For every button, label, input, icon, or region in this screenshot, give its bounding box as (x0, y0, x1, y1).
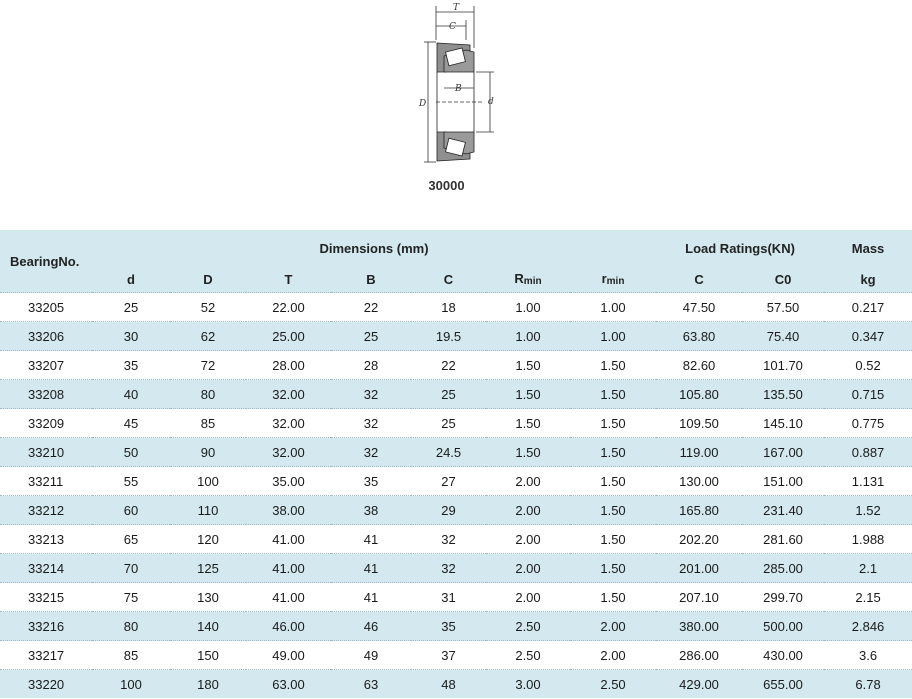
cell-Rmin: 2.00 (486, 467, 570, 496)
cell-bearing-no: 33207 (0, 351, 92, 380)
header-load-ratings: Load Ratings(KN) (656, 230, 824, 266)
cell-mass: 0.217 (824, 293, 912, 322)
cell-C0: 57.50 (742, 293, 824, 322)
cell-T: 32.00 (246, 438, 331, 467)
cell-mass: 2.15 (824, 583, 912, 612)
cell-C: 18 (411, 293, 486, 322)
cell-B: 38 (331, 496, 411, 525)
cell-C: 25 (411, 409, 486, 438)
cell-B: 32 (331, 409, 411, 438)
cell-bearing-no: 33208 (0, 380, 92, 409)
cell-D: 140 (170, 612, 246, 641)
cell-B: 41 (331, 554, 411, 583)
cell-D: 80 (170, 380, 246, 409)
cell-B: 25 (331, 322, 411, 351)
bearing-lower-section (437, 132, 474, 161)
cell-Rmin: 2.00 (486, 583, 570, 612)
cell-C: 35 (411, 612, 486, 641)
cell-Rmin: 3.00 (486, 670, 570, 699)
cell-Rmin: 1.00 (486, 322, 570, 351)
table-row (0, 525, 912, 554)
cell-C0: 101.70 (742, 351, 824, 380)
cell-T: 38.00 (246, 496, 331, 525)
cell-D: 150 (170, 641, 246, 670)
cell-d: 60 (92, 496, 170, 525)
header-col-C: C (411, 266, 486, 293)
cell-D: 180 (170, 670, 246, 699)
cell-Cr: 207.10 (656, 583, 742, 612)
cell-rmin: 1.50 (570, 438, 656, 467)
cell-C0: 135.50 (742, 380, 824, 409)
cell-d: 45 (92, 409, 170, 438)
cell-Cr: 105.80 (656, 380, 742, 409)
header-col-d: d (92, 266, 170, 293)
label-T: T (453, 3, 460, 13)
cell-Rmin: 2.50 (486, 641, 570, 670)
cell-rmin: 2.50 (570, 670, 656, 699)
table-row (0, 351, 912, 380)
cell-d: 55 (92, 467, 170, 496)
cell-C0: 231.40 (742, 496, 824, 525)
cell-Cr: 109.50 (656, 409, 742, 438)
cell-C: 48 (411, 670, 486, 699)
header-col-Cr: C (656, 266, 742, 293)
cell-Cr: 286.00 (656, 641, 742, 670)
cell-T: 25.00 (246, 322, 331, 351)
cell-C: 22 (411, 351, 486, 380)
cell-C0: 430.00 (742, 641, 824, 670)
cell-D: 85 (170, 409, 246, 438)
cell-C0: 151.00 (742, 467, 824, 496)
cell-D: 72 (170, 351, 246, 380)
table-row (0, 293, 912, 322)
cell-mass: 1.52 (824, 496, 912, 525)
cell-T: 41.00 (246, 583, 331, 612)
cell-bearing-no: 33205 (0, 293, 92, 322)
table-row (0, 409, 912, 438)
cell-d: 85 (92, 641, 170, 670)
cell-d: 80 (92, 612, 170, 641)
cell-B: 32 (331, 438, 411, 467)
cell-D: 130 (170, 583, 246, 612)
cell-Cr: 165.80 (656, 496, 742, 525)
cell-T: 41.00 (246, 554, 331, 583)
cell-C0: 75.40 (742, 322, 824, 351)
cell-T: 32.00 (246, 409, 331, 438)
cell-D: 110 (170, 496, 246, 525)
table-row (0, 438, 912, 467)
cell-mass: 0.52 (824, 351, 912, 380)
cell-rmin: 1.50 (570, 525, 656, 554)
cell-rmin: 2.00 (570, 641, 656, 670)
header-col-mass-unit: kg (824, 266, 912, 293)
cell-C: 24.5 (411, 438, 486, 467)
table-row (0, 641, 912, 670)
cell-T: 32.00 (246, 380, 331, 409)
cell-T: 41.00 (246, 525, 331, 554)
cell-Cr: 380.00 (656, 612, 742, 641)
cell-d: 30 (92, 322, 170, 351)
header-col-B: B (331, 266, 411, 293)
cell-mass: 1.131 (824, 467, 912, 496)
cell-T: 63.00 (246, 670, 331, 699)
cell-B: 35 (331, 467, 411, 496)
cell-mass: 2.1 (824, 554, 912, 583)
table-row (0, 380, 912, 409)
cell-C: 32 (411, 554, 486, 583)
cell-rmin: 1.50 (570, 554, 656, 583)
cell-bearing-no: 33216 (0, 612, 92, 641)
label-B: B (455, 84, 462, 94)
cell-Cr: 63.80 (656, 322, 742, 351)
cell-bearing-no: 33211 (0, 467, 92, 496)
cell-Rmin: 1.50 (486, 380, 570, 409)
bearing-diagram (0, 0, 912, 230)
table-row (0, 583, 912, 612)
cell-C: 29 (411, 496, 486, 525)
cell-bearing-no: 33215 (0, 583, 92, 612)
cell-mass: 6.78 (824, 670, 912, 699)
header-col-T: T (246, 266, 331, 293)
cell-rmin: 1.50 (570, 409, 656, 438)
cell-bearing-no: 33210 (0, 438, 92, 467)
cell-C: 25 (411, 380, 486, 409)
bearing-spec-table (0, 230, 912, 698)
cell-bearing-no: 33220 (0, 670, 92, 699)
header-col-rmin-base: r (601, 271, 607, 286)
cell-mass: 2.846 (824, 612, 912, 641)
header-col-Rmin-sub: min (523, 276, 542, 287)
cell-C0: 299.70 (742, 583, 824, 612)
cell-Rmin: 1.00 (486, 293, 570, 322)
header-col-C0: C0 (742, 266, 824, 293)
cell-T: 22.00 (246, 293, 331, 322)
table-row (0, 467, 912, 496)
label-C: C (449, 22, 456, 32)
cell-B: 41 (331, 583, 411, 612)
header-dimensions: Dimensions (mm) (92, 230, 656, 266)
cell-Cr: 202.20 (656, 525, 742, 554)
cell-Cr: 47.50 (656, 293, 742, 322)
cell-mass: 0.887 (824, 438, 912, 467)
cell-Rmin: 1.50 (486, 438, 570, 467)
table-row (0, 496, 912, 525)
cell-D: 52 (170, 293, 246, 322)
cell-T: 49.00 (246, 641, 331, 670)
cell-T: 28.00 (246, 351, 331, 380)
cell-C0: 285.00 (742, 554, 824, 583)
table-body (0, 293, 912, 699)
cell-B: 63 (331, 670, 411, 699)
cell-rmin: 1.50 (570, 351, 656, 380)
cell-Cr: 201.00 (656, 554, 742, 583)
cell-C: 32 (411, 525, 486, 554)
header-col-rmin-sub: min (606, 276, 625, 287)
cell-d: 25 (92, 293, 170, 322)
cell-mass: 1.988 (824, 525, 912, 554)
header-col-rmin (570, 266, 656, 293)
cell-C: 19.5 (411, 322, 486, 351)
diagram-caption: 30000 (428, 178, 465, 193)
cell-d: 100 (92, 670, 170, 699)
cell-d: 65 (92, 525, 170, 554)
cell-C0: 145.10 (742, 409, 824, 438)
cell-Rmin: 2.00 (486, 525, 570, 554)
cell-bearing-no: 33214 (0, 554, 92, 583)
cell-rmin: 1.00 (570, 322, 656, 351)
cell-C: 37 (411, 641, 486, 670)
cell-mass: 0.347 (824, 322, 912, 351)
cell-Rmin: 2.00 (486, 554, 570, 583)
cell-d: 40 (92, 380, 170, 409)
cell-B: 49 (331, 641, 411, 670)
cell-T: 46.00 (246, 612, 331, 641)
cell-Cr: 82.60 (656, 351, 742, 380)
cell-T: 35.00 (246, 467, 331, 496)
cell-bearing-no: 33209 (0, 409, 92, 438)
cell-rmin: 1.50 (570, 467, 656, 496)
cell-C0: 167.00 (742, 438, 824, 467)
cell-D: 120 (170, 525, 246, 554)
table-row (0, 612, 912, 641)
table-row (0, 322, 912, 351)
header-bearing-no: BearingNo. (0, 230, 92, 293)
cell-d: 50 (92, 438, 170, 467)
cell-rmin: 1.50 (570, 496, 656, 525)
cell-bearing-no: 33212 (0, 496, 92, 525)
cell-d: 75 (92, 583, 170, 612)
cell-B: 28 (331, 351, 411, 380)
cell-mass: 0.715 (824, 380, 912, 409)
cell-bearing-no: 33213 (0, 525, 92, 554)
cell-Rmin: 2.00 (486, 496, 570, 525)
cell-D: 125 (170, 554, 246, 583)
cell-C0: 655.00 (742, 670, 824, 699)
cell-d: 70 (92, 554, 170, 583)
cell-D: 90 (170, 438, 246, 467)
cell-Cr: 119.00 (656, 438, 742, 467)
bearing-upper-section (437, 43, 474, 72)
cell-rmin: 1.00 (570, 293, 656, 322)
label-d: d (488, 97, 494, 107)
cell-C: 27 (411, 467, 486, 496)
header-col-Rmin (486, 266, 570, 293)
cell-Cr: 429.00 (656, 670, 742, 699)
cell-D: 62 (170, 322, 246, 351)
cell-mass: 0.775 (824, 409, 912, 438)
cell-mass: 3.6 (824, 641, 912, 670)
cell-C0: 500.00 (742, 612, 824, 641)
cell-B: 22 (331, 293, 411, 322)
cell-Rmin: 1.50 (486, 351, 570, 380)
cell-bearing-no: 33206 (0, 322, 92, 351)
cell-Rmin: 1.50 (486, 409, 570, 438)
cell-Rmin: 2.50 (486, 612, 570, 641)
label-D: D (419, 99, 427, 109)
cell-Cr: 130.00 (656, 467, 742, 496)
cell-d: 35 (92, 351, 170, 380)
cell-C: 31 (411, 583, 486, 612)
header-mass: Mass (824, 230, 912, 266)
cell-rmin: 2.00 (570, 612, 656, 641)
cell-D: 100 (170, 467, 246, 496)
table-row (0, 554, 912, 583)
table-row (0, 670, 912, 699)
cell-rmin: 1.50 (570, 583, 656, 612)
cell-rmin: 1.50 (570, 380, 656, 409)
cell-B: 41 (331, 525, 411, 554)
header-col-D: D (170, 266, 246, 293)
cell-B: 32 (331, 380, 411, 409)
header-col-Rmin-base: R (514, 271, 524, 286)
cell-bearing-no: 33217 (0, 641, 92, 670)
cell-B: 46 (331, 612, 411, 641)
cell-C0: 281.60 (742, 525, 824, 554)
